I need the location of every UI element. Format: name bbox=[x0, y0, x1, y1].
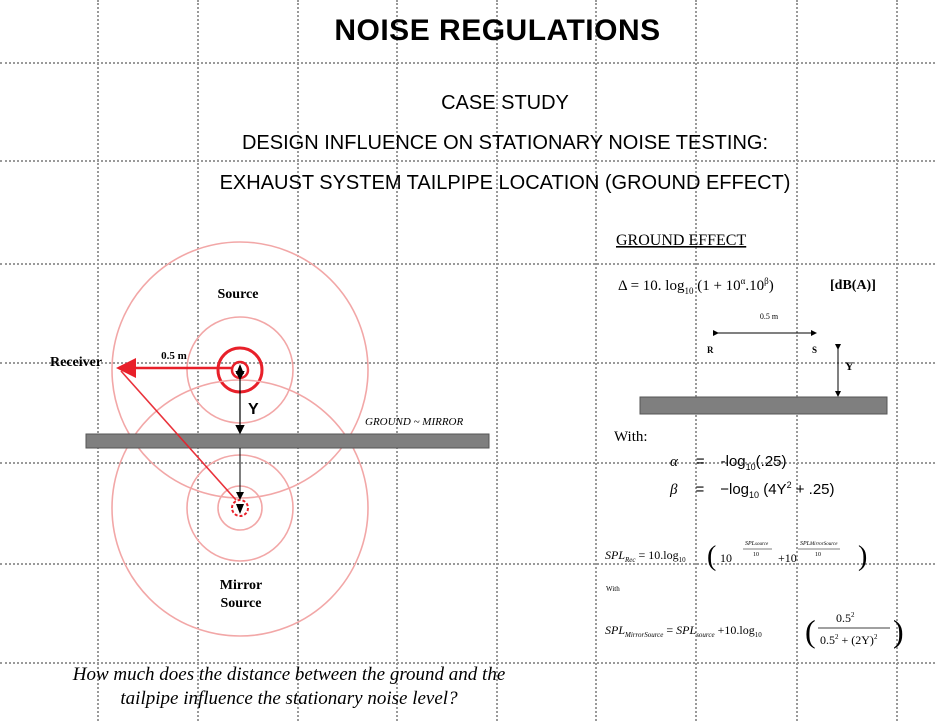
question-line-2: tailpipe influence the stationary noise level? bbox=[120, 688, 458, 709]
s-label: S bbox=[812, 345, 818, 355]
page-title: NOISE REGULATIONS bbox=[334, 14, 661, 47]
svg-text:α=-log10(.25): $\alpha = -\log_{10}(.25)$ bbox=[670, 453, 787, 472]
small-y-label: Y bbox=[845, 359, 854, 373]
ground-bar bbox=[86, 434, 489, 448]
svg-text:SPLMirrorSource: SPLMirrorSource bbox=[800, 541, 838, 547]
svg-text:10: 10 bbox=[720, 551, 732, 565]
height-y-label: Y bbox=[248, 401, 259, 418]
svg-text:): ) bbox=[858, 541, 868, 572]
svg-text:10: 10 bbox=[753, 552, 759, 558]
svg-text:10: 10 bbox=[815, 552, 821, 558]
subtitle-exhaust-location: EXHAUST SYSTEM TAILPIPE LOCATION (GROUND EFFECT) bbox=[219, 172, 791, 194]
source-marker-icon bbox=[236, 364, 244, 374]
svg-text:0.52: $0.5^2$ bbox=[836, 611, 855, 625]
with-label: With: bbox=[614, 429, 648, 445]
small-distance-label: 0.5 m bbox=[759, 312, 779, 321]
source-label: Source bbox=[217, 287, 259, 302]
ground-effect-heading: GROUND EFFECT bbox=[616, 232, 747, 249]
mirror-label: Mirror bbox=[219, 578, 263, 593]
mirror-marker-icon bbox=[236, 504, 244, 514]
small-ground-bar bbox=[640, 397, 887, 414]
svg-text:(: ( bbox=[805, 613, 816, 649]
svg-text:SPLsource: SPLsource bbox=[745, 541, 769, 547]
receiver-label: Receiver bbox=[50, 355, 103, 370]
r-label: R bbox=[707, 345, 714, 355]
svg-text:+10: +10 bbox=[778, 551, 797, 565]
mirror-source-label: Source bbox=[220, 596, 262, 611]
svg-text:): ) bbox=[893, 613, 904, 649]
alpha-formula bbox=[670, 453, 787, 472]
subtitle-case-study: CASE STUDY bbox=[441, 92, 569, 114]
svg-text:SPLMirrorSource = SPLsource +1: $SPL_{MirrorSource} = SPL_{source} +10.\log_{10}$ bbox=[605, 623, 762, 639]
spl-mirror-formula bbox=[605, 611, 904, 649]
spl-receiver-formula bbox=[605, 541, 867, 572]
subtitle-design-influence: DESIGN INFLUENCE ON STATIONARY NOISE TESTING: bbox=[241, 132, 768, 154]
beta-formula bbox=[669, 480, 835, 500]
with-small-label: With bbox=[606, 585, 620, 593]
ground-mirror-label: GROUND ~ MIRROR bbox=[365, 416, 464, 428]
delta-formula bbox=[618, 276, 774, 296]
question-line-1: How much does the distance between the ground and the bbox=[72, 664, 506, 685]
svg-text:(: ( bbox=[707, 541, 717, 572]
unit-label: [dB(A)] bbox=[830, 278, 876, 293]
svg-text:SPLRec = 10.log10: $SPL_{Rec} = 10.\log_{10}$ bbox=[605, 548, 686, 564]
svg-text:β=−log10 (4Y2 + .25): $\beta = -\log_{10}$ $(4Y^2 + .25)$ bbox=[670, 480, 835, 500]
svg-text:0.52 + (2Y)2: $0.5^2 + (2Y)^2$ bbox=[820, 633, 878, 647]
svg-text:Δ = 10. log10 (1 + 10α.10β): Δ = 10. $\log_{10} (1 + 10^\alpha.10^\beta)$ bbox=[618, 276, 774, 296]
distance-label: 0.5 m bbox=[161, 350, 187, 362]
